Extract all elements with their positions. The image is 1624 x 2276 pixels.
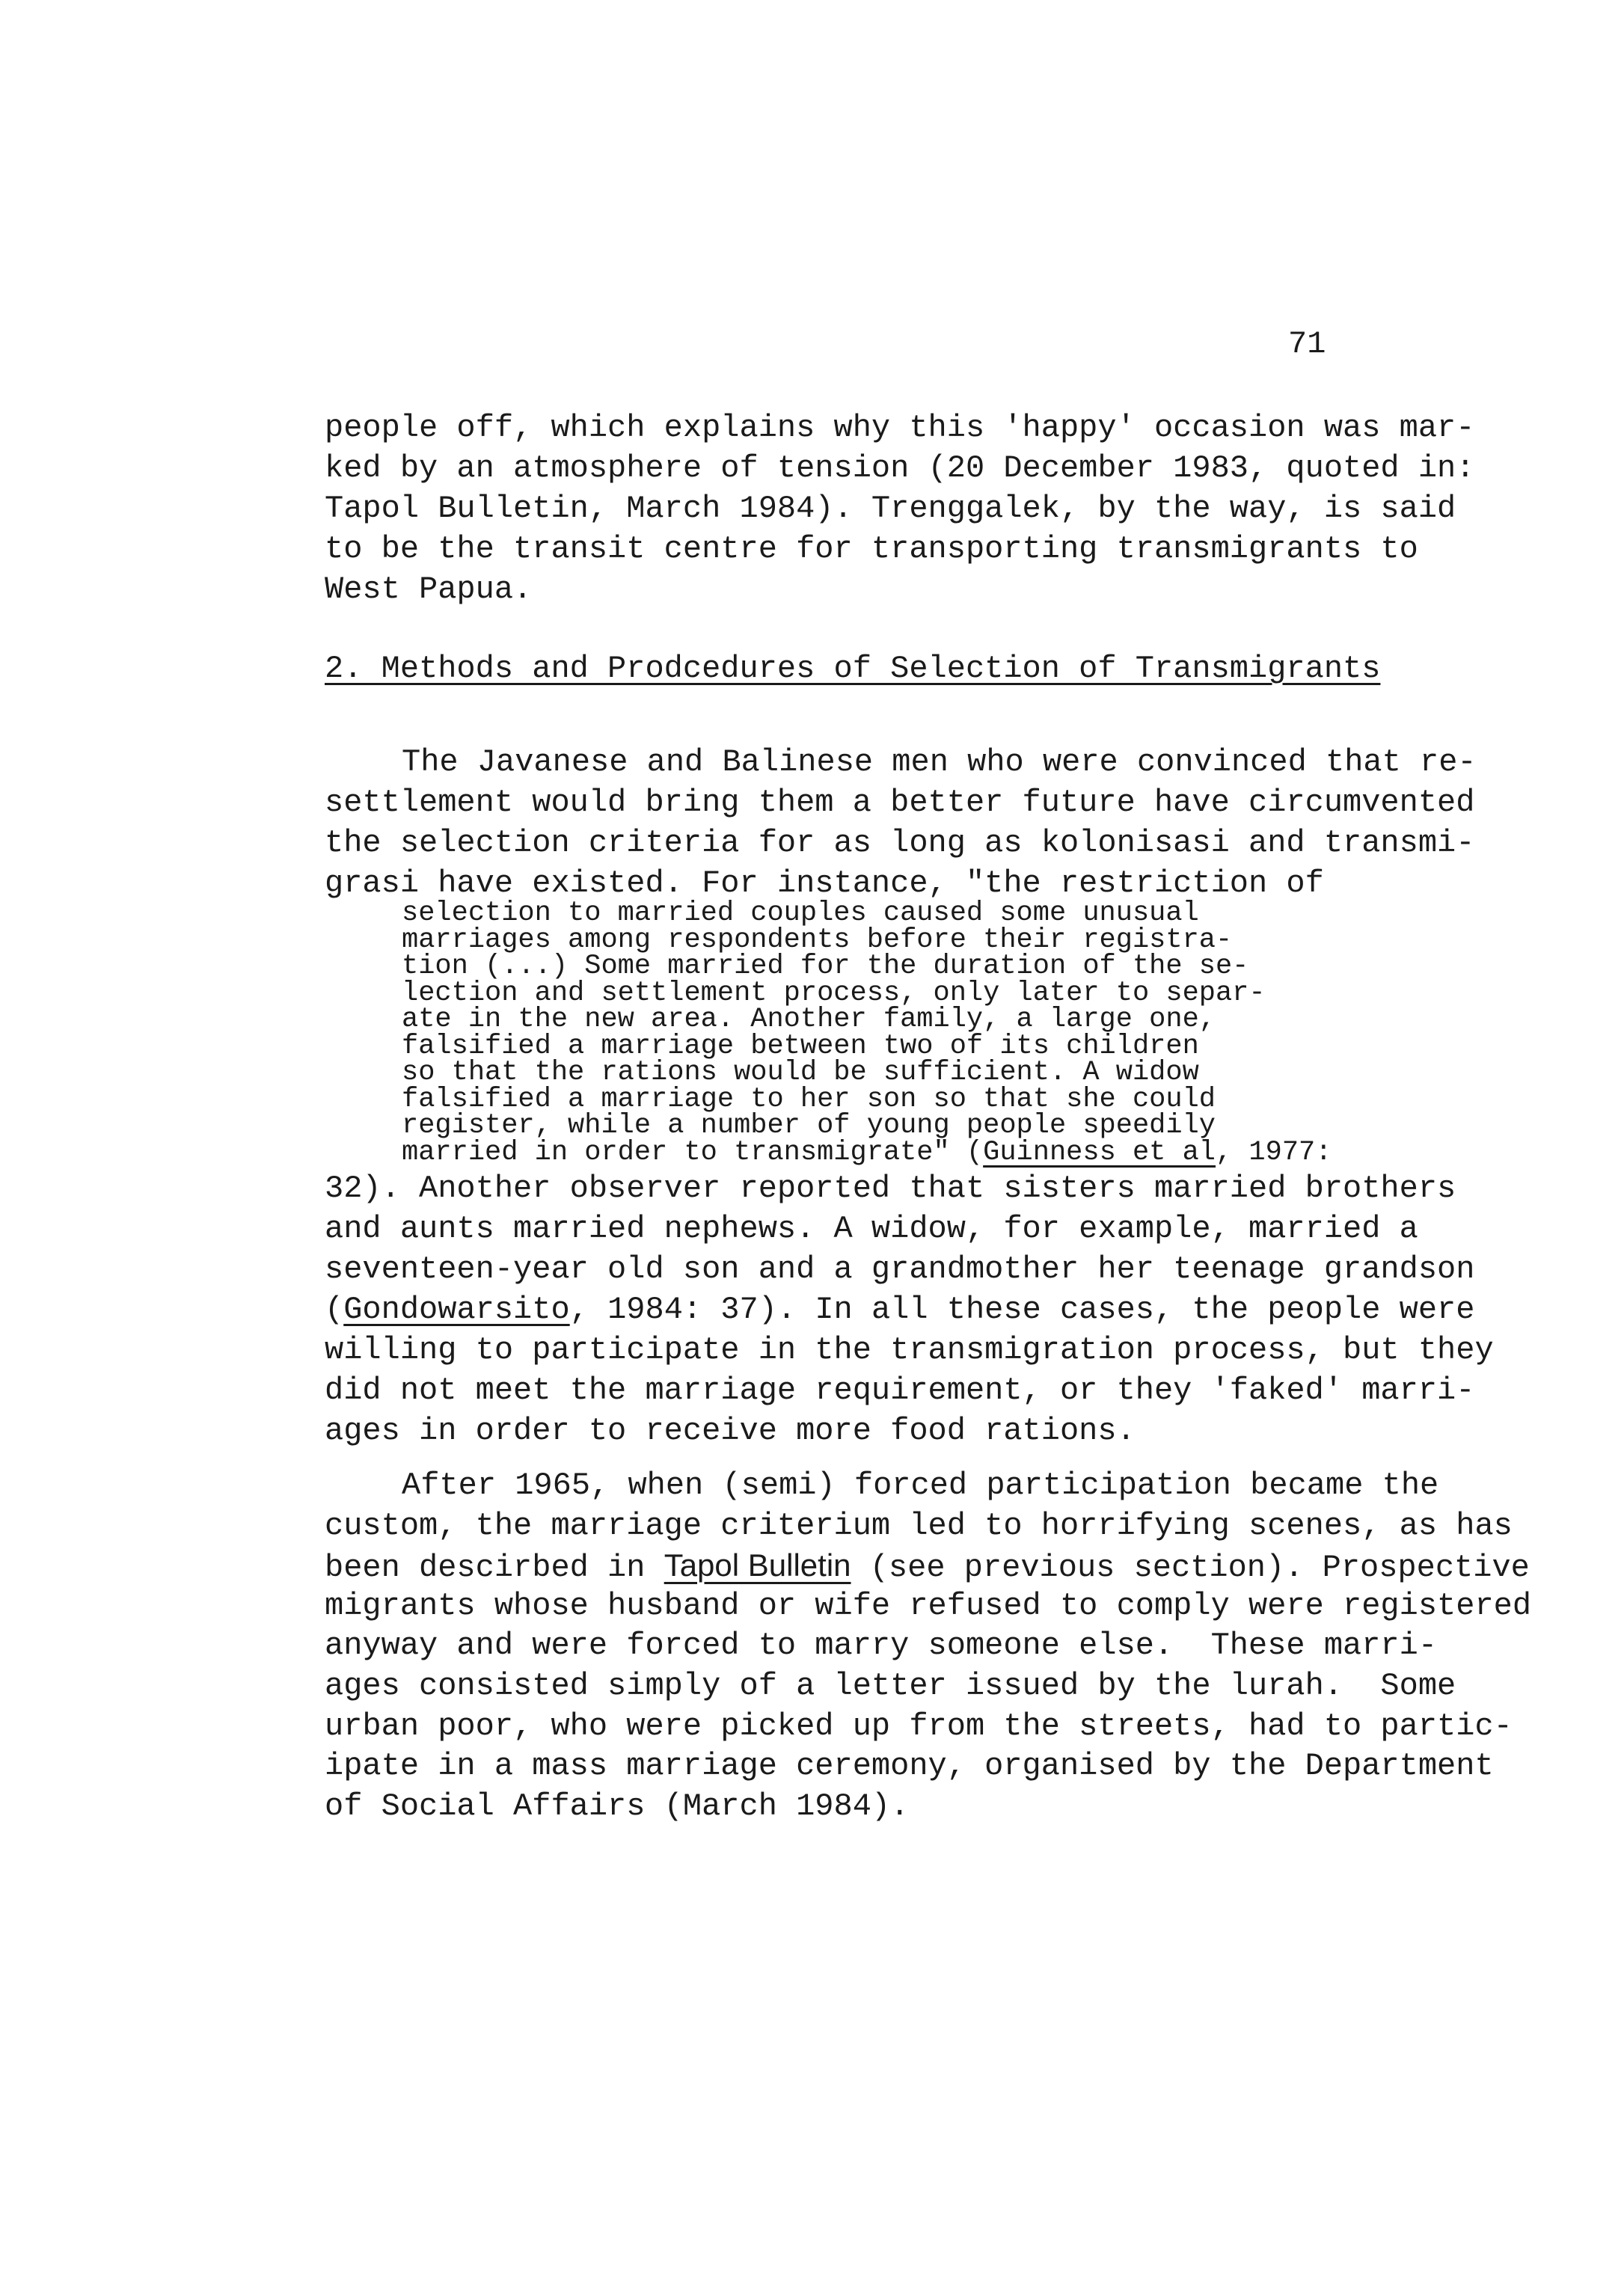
para3-line: urban poor, who were picked up from the streets, had to partic- (325, 1708, 1513, 1744)
para3-line: After 1965, when (semi) forced participation became the (402, 1467, 1439, 1503)
section-heading: 2. Methods and Prodcedures of Selection of Transmigrants (325, 651, 1381, 687)
para2_cont-line: and aunts married nephews. A widow, for example, married a (325, 1211, 1418, 1247)
para3-line: custom, the marriage criterium led to horrifying scenes, as has (325, 1507, 1513, 1544)
text-segment: ( (325, 1292, 344, 1328)
text-segment: , 1977: (1216, 1136, 1332, 1168)
para3-line: ages consisted simply of a letter issued by the lurah. Some (325, 1668, 1456, 1704)
para3-line: anyway and were forced to marry someone else. These marri- (325, 1628, 1438, 1664)
para2-line: the selection criteria for as long as kolonisasi and transmi- (325, 825, 1475, 861)
para1-line: ked by an atmosphere of tension (20 December 1983, quoted in: (325, 450, 1475, 486)
quote-line (402, 1136, 1332, 1168)
quote-line: selection to married couples caused some unusual (402, 898, 1199, 929)
citation-reference: Tapol Bulletin (664, 1548, 851, 1583)
para2_cont-line: ages in order to receive more food rations. (325, 1413, 1136, 1449)
para2-line: settlement would bring them a better future have circumvented (325, 785, 1475, 820)
quote-line: lection and settlement process, only later to separ- (402, 977, 1266, 1009)
para1-line: to be the transit centre for transporting transmigrants to (325, 531, 1418, 567)
para3-line: ipate in a mass marriage ceremony, organised by the Department (325, 1748, 1494, 1785)
para3-line: migrants whose husband or wife refused to comply were registered (325, 1587, 1532, 1624)
para1-line: people off, which explains why this 'happy' occasion was mar- (325, 410, 1475, 446)
quote-line: ate in the new area. Another family, a large one, (402, 1004, 1216, 1035)
quote-line: so that the rations would be sufficient. A widow (402, 1057, 1199, 1088)
para3-line (325, 1548, 1530, 1586)
para2_cont-line: willing to participate in the transmigration process, but they (325, 1332, 1494, 1368)
citation-reference: Guinness et al (983, 1136, 1216, 1168)
quote-line: falsified a marriage to her son so that she could (402, 1083, 1216, 1115)
text-segment: been descirbed in (325, 1550, 664, 1586)
page-number: 71 (1288, 326, 1326, 362)
para2_cont-line: did not meet the marriage requirement, or they 'faked' marri- (325, 1372, 1475, 1408)
quote-line: falsified a marriage between two of its children (402, 1030, 1199, 1062)
para1-line: Tapol Bulletin, March 1984). Trenggalek, by the way, is said (325, 491, 1456, 527)
text-segment: , 1984: 37). In all these cases, the people were (569, 1292, 1475, 1328)
para2-line: The Javanese and Balinese men who were convinced that re- (402, 744, 1477, 780)
para2_cont-line: seventeen-year old son and a grandmother her teenage grandson (325, 1251, 1475, 1287)
quote-line: register, while a number of young people speedily (402, 1110, 1216, 1141)
para2_cont-line (325, 1292, 1475, 1328)
citation-reference: Gondowarsito (343, 1292, 570, 1328)
para2-line: grasi have existed. For instance, "the restriction of (325, 865, 1324, 901)
quote-line: tion (...) Some married for the duration of the se- (402, 951, 1249, 982)
text-segment: (see previous section). Prospective (851, 1550, 1530, 1586)
para3-line: of Social Affairs (March 1984). (325, 1788, 910, 1824)
quote-line: marriages among respondents before their registra- (402, 924, 1233, 956)
para2_cont-line: 32). Another observer reported that sisters married brothers (325, 1171, 1456, 1206)
text-segment: married in order to transmigrate" ( (402, 1136, 984, 1168)
para1-line: West Papua. (325, 571, 533, 607)
